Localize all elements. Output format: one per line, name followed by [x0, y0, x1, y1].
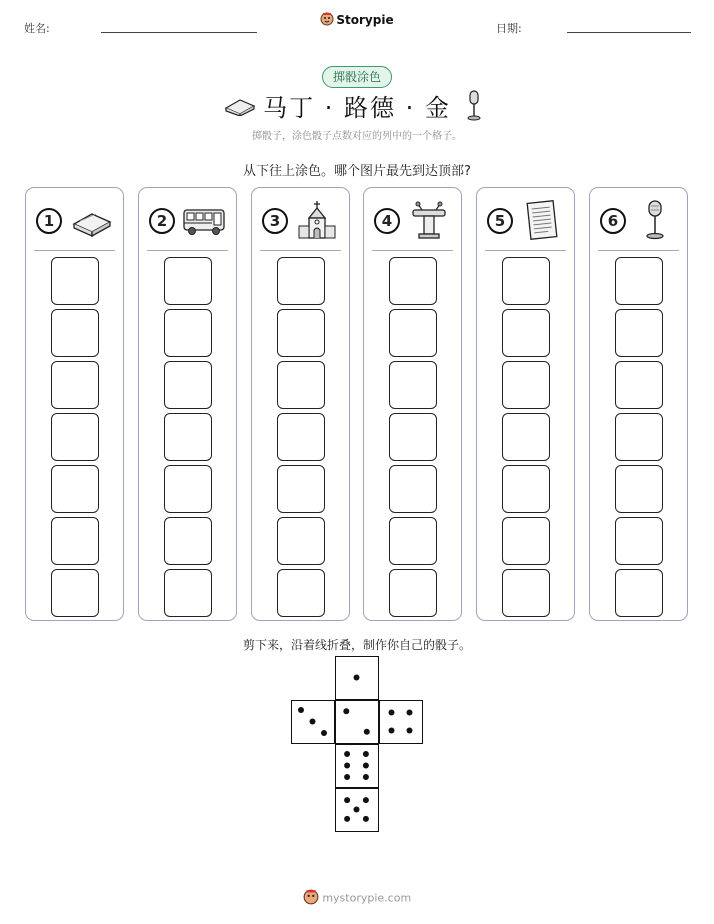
dice-face-1	[335, 656, 379, 700]
dice-pip	[389, 710, 395, 716]
color-box[interactable]	[389, 517, 437, 565]
worksheet-tag: 掷骰涂色	[322, 66, 392, 88]
color-box[interactable]	[51, 413, 99, 461]
brand	[0, 12, 714, 29]
dice-pip	[321, 730, 327, 736]
dice-pip	[344, 751, 350, 757]
church-icon	[294, 200, 340, 240]
color-box[interactable]	[502, 465, 550, 513]
column-divider	[485, 250, 566, 251]
column-number: 5	[487, 208, 513, 234]
color-box[interactable]	[164, 517, 212, 565]
color-box[interactable]	[277, 517, 325, 565]
book-icon	[68, 200, 114, 240]
color-box[interactable]	[164, 361, 212, 409]
dice-face-3	[291, 700, 335, 744]
color-box[interactable]	[51, 465, 99, 513]
storypie-logo-icon	[320, 12, 334, 29]
column-number: 1	[36, 208, 62, 234]
color-box[interactable]	[615, 309, 663, 357]
color-box[interactable]	[389, 569, 437, 617]
column-divider	[147, 250, 228, 251]
footer-logo-icon	[303, 889, 319, 908]
column-divider	[598, 250, 679, 251]
column-divider	[260, 250, 341, 251]
footer	[0, 889, 714, 908]
dice-pip	[298, 707, 304, 713]
color-box[interactable]	[615, 517, 663, 565]
dice-face-2	[335, 700, 379, 744]
color-box[interactable]	[277, 569, 325, 617]
dice-pip	[363, 774, 369, 780]
color-box[interactable]	[502, 361, 550, 409]
color-box[interactable]	[51, 569, 99, 617]
column-number: 3	[262, 208, 288, 234]
color-box[interactable]	[51, 257, 99, 305]
column-header	[26, 188, 123, 250]
color-box[interactable]	[277, 257, 325, 305]
column-3	[251, 187, 350, 621]
subtitle: 掷骰子，涂色骰子点数对应的列中的一个格子。	[252, 131, 462, 142]
color-box[interactable]	[51, 517, 99, 565]
date-label: 日期:	[496, 22, 522, 35]
dice-pip	[363, 797, 369, 803]
color-box[interactable]	[277, 309, 325, 357]
color-box[interactable]	[277, 465, 325, 513]
color-box[interactable]	[164, 309, 212, 357]
instruction: 从下往上涂色。哪个图片最先到达顶部?	[243, 164, 471, 179]
column-1	[25, 187, 124, 621]
title-microphone-icon	[466, 90, 482, 126]
footer-url: mystorypie.com	[322, 891, 412, 905]
color-box[interactable]	[164, 465, 212, 513]
color-box[interactable]	[502, 413, 550, 461]
column-header	[364, 188, 461, 250]
color-box[interactable]	[615, 361, 663, 409]
color-box[interactable]	[389, 257, 437, 305]
column-number: 2	[149, 208, 175, 234]
color-box[interactable]	[615, 413, 663, 461]
column-divider	[372, 250, 453, 251]
color-box[interactable]	[164, 569, 212, 617]
dice-pip	[344, 797, 350, 803]
color-box[interactable]	[389, 361, 437, 409]
dice-pip	[344, 774, 350, 780]
dice-face-5	[335, 788, 379, 832]
column-5	[476, 187, 575, 621]
column-number: 4	[374, 208, 400, 234]
color-box[interactable]	[164, 413, 212, 461]
column-header	[139, 188, 236, 250]
color-box[interactable]	[615, 569, 663, 617]
dice-instruction: 剪下来，沿着线折叠，制作你自己的骰子。	[242, 638, 471, 652]
column-6	[589, 187, 688, 621]
bus-icon	[181, 200, 227, 240]
dice-pip	[363, 816, 369, 822]
dice-pip	[389, 728, 395, 734]
microphone-icon	[632, 200, 678, 240]
podium-icon	[406, 200, 452, 240]
column-header	[590, 188, 687, 250]
date-line[interactable]	[567, 32, 691, 33]
dice-pip	[363, 751, 369, 757]
page-title: 马丁 · 路德 · 金	[263, 94, 451, 122]
column-divider	[34, 250, 115, 251]
color-box[interactable]	[51, 361, 99, 409]
color-box[interactable]	[51, 309, 99, 357]
color-box[interactable]	[164, 257, 212, 305]
dice-pip	[407, 710, 413, 716]
name-line[interactable]	[101, 32, 257, 33]
dice-pip	[354, 807, 360, 813]
dice-pip	[354, 675, 360, 681]
column-4	[363, 187, 462, 621]
color-box[interactable]	[277, 413, 325, 461]
dice-face-6	[335, 744, 379, 788]
dice-face-4	[379, 700, 423, 744]
dice-pip	[407, 728, 413, 734]
color-box[interactable]	[389, 309, 437, 357]
color-box[interactable]	[502, 569, 550, 617]
color-box[interactable]	[502, 257, 550, 305]
dice-pip	[363, 763, 369, 769]
document-icon	[519, 200, 565, 240]
column-header	[252, 188, 349, 250]
column-number: 6	[600, 208, 626, 234]
color-box[interactable]	[277, 361, 325, 409]
dice-pip	[310, 719, 316, 725]
color-box[interactable]	[389, 465, 437, 513]
dice-pip	[344, 816, 350, 822]
color-box[interactable]	[502, 309, 550, 357]
color-box[interactable]	[502, 517, 550, 565]
dice-pip	[364, 729, 370, 735]
color-box[interactable]	[389, 413, 437, 461]
name-label: 姓名:	[24, 22, 50, 35]
column-2	[138, 187, 237, 621]
color-box[interactable]	[615, 465, 663, 513]
dice-pip	[344, 763, 350, 769]
dice-pip	[343, 708, 349, 714]
column-header	[477, 188, 574, 250]
color-box[interactable]	[615, 257, 663, 305]
brand-name: Storypie	[336, 13, 394, 27]
